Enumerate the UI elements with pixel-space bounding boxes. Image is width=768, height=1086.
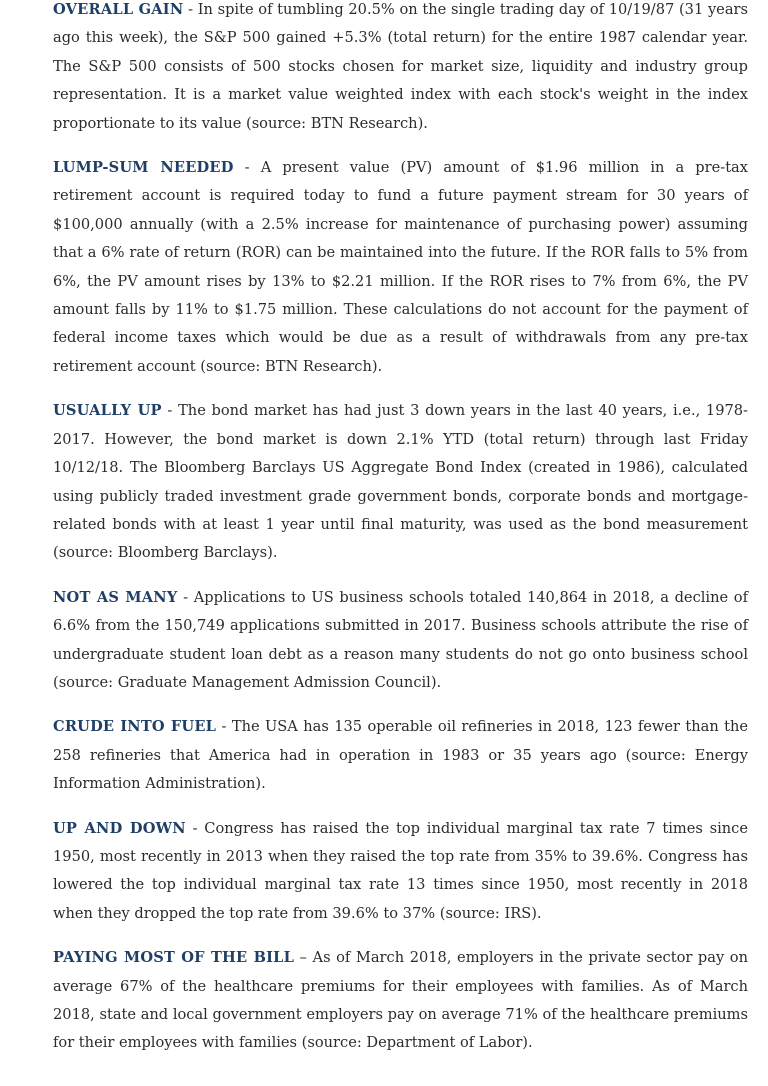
item-heading: OVERALL GAIN [53,1,184,18]
item-separator: - [185,819,205,837]
item-text: The USA has 135 operable oil refineries in 2018, 123 fewer than the 258 refineries that America had in operation in 1983 or 35 years ago (source: Energy Information Administration). [53,718,749,793]
item-separator: - [183,1,198,18]
item-up-and-down [53,815,748,929]
item-separator: – [294,949,313,967]
item-heading: LUMP-SUM NEEDED [53,159,234,177]
item-overall-gain [53,0,748,138]
item-paying-most-of-the-bill [53,944,748,1058]
item-text: In spite of tumbling 20.5% on the single trading day of 10/19/87 (31 years ago this week), the S&P 500 gained +5.3% (total return) for the entire 1987 calendar year. The S&P 500 consists of 500 stocks chosen for market size, liquidity and industry group representation. It is a market value weighted index with each stock's weight in the index proportionate to its value (source: BTN Research). [53,1,748,132]
item-text: Congress has raised the top individual marginal tax rate 7 times since 1950, most recently in 2013 when they raised the top rate from 35% to 39.6%. Congress has lowered the top individual marginal tax rate 13 times since 1950, most recently in 2018 when they dropped the top rate from 39.6% to 37% (source: IRS). [53,819,748,922]
item-heading: NOT AS MANY [53,588,178,606]
item-text: Applications to US business schools totaled 140,864 in 2018, a decline of 6.6% from the 150,749 applications submitted in 2017. Business schools attribute the rise of undergraduate student loan debt as a reason many students do not go onto business school (source: Graduate Management Admission Council). [53,588,748,691]
item-text: As of March 2018, employers in the private sector pay on average 67% of the healthcare premiums for their employees with families. As of March 2018, state and local government employers pay on average 71% of the healthcare premiums for their employees with families (source: Department of Labor). [53,949,748,1052]
item-text: A present value (PV) amount of $1.96 million in a pre-tax retirement account is required today to fund a future payment stream for 30 years of $100,000 annually (with a 2.5% increase for maintenance of purchasing power) assuming that a 6% rate of return (ROR) can be maintained into the future. If the ROR falls to 5% from 6%, the PV amount rises by 13% to $2.21 million. If the ROR rises to 7% from 6%, the PV amount falls by 11% to $1.75 million. These calculations do not account for the payment of federal income taxes which would be due as a result of withdrawals from any pre-tax retirement account (source: BTN Research). [53,159,748,375]
item-not-as-many [53,584,748,698]
item-heading: UP AND DOWN [53,819,186,837]
item-separator: - [216,718,232,736]
item-text: The bond market has had just 3 down years in the last 40 years, i.e., 1978-2017. However, the bond market is down 2.1% YTD (total return) through last Friday 10/12/18. The Bloomberg Barclays US Aggregate Bond Index (created in 1986), calculated using publicly traded investment grade government bonds, corporate bonds and mortgage-related bonds with at least 1 year until final maturity, was used as the bond measurement (source: Bloomberg Barclays). [53,402,748,562]
item-separator: - [177,588,194,606]
item-usually-up [53,397,748,567]
item-heading: USUALLY UP [53,402,162,420]
item-separator: - [161,402,179,420]
item-heading: PAYING MOST OF THE BILL [53,949,295,967]
item-lump-sum-needed [53,154,748,381]
item-separator: - [233,159,261,177]
item-heading: CRUDE INTO FUEL [53,718,217,736]
item-crude-into-fuel [53,713,748,798]
